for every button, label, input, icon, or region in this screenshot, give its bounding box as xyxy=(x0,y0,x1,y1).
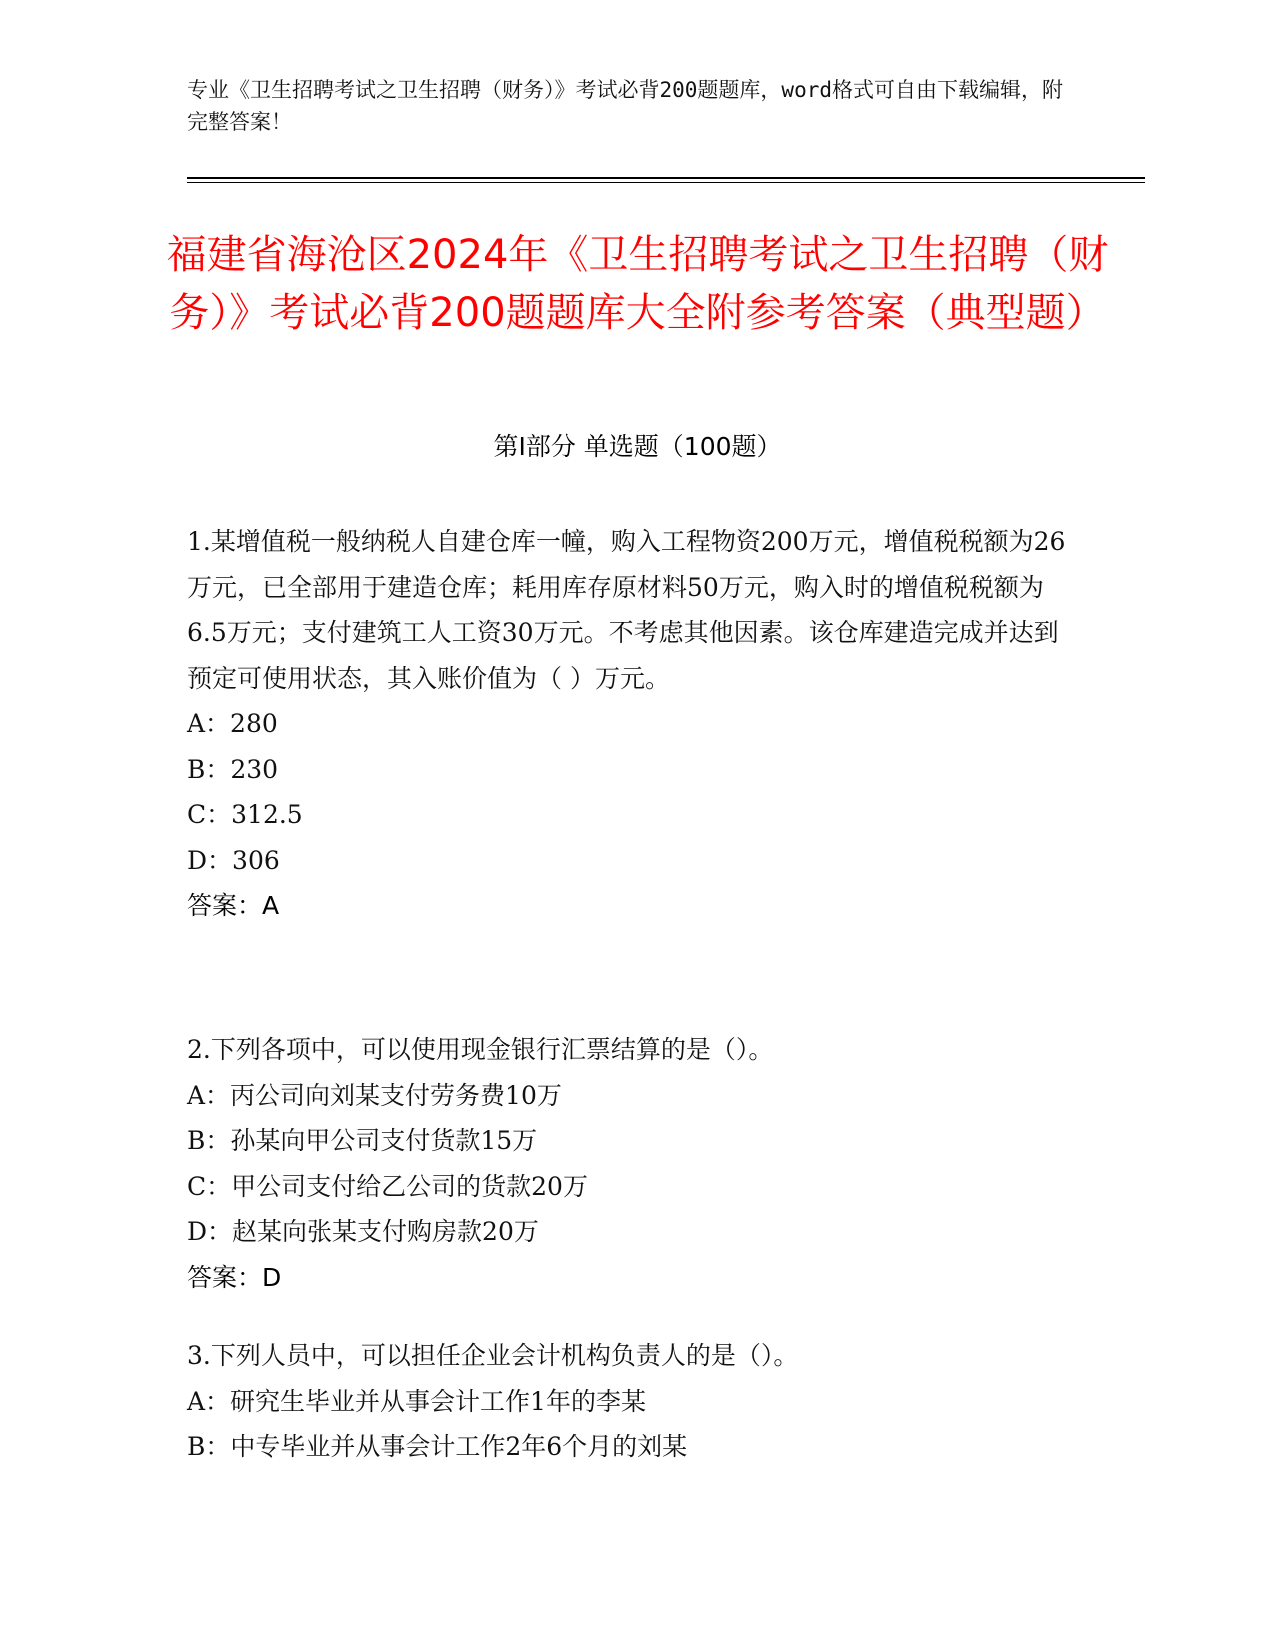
answer: 答案：A xyxy=(187,891,280,920)
option-b: B：230 xyxy=(187,754,279,784)
document-title: 福建省海沧区2024年《卫生招聘考试之卫生招聘（财务）》考试必背200题题库大全附参考答案（典型题） xyxy=(166,232,1109,336)
option-d: D：赵某向张某支付购房款20万 xyxy=(187,1217,539,1246)
question-stem: 1.某增值税一般纳税人自建仓库一幢，购入工程物资200万元，增值税税额为26万元，已全部用于建造仓库；耗用库存原材料50万元，购入时的增值税税额为6.5万元；支付建筑工人工资30万元。不考虑其他因素。该仓库建造完成并达到预定可使用状态，其入账价值为（ ）万元。 xyxy=(187,527,1066,693)
question-stem: 3.下列人员中，可以担任企业会计机构负责人的是（）。 xyxy=(187,1341,799,1370)
option-b: B：中专毕业并从事会计工作2年6个月的刘某 xyxy=(187,1432,688,1461)
question-stem: 2.下列各项中，可以使用现金银行汇票结算的是（）。 xyxy=(187,1035,774,1064)
header-rule-thick xyxy=(187,177,1145,179)
question-3 xyxy=(187,1333,1067,1470)
header-note: 专业《卫生招聘考试之卫生招聘（财务）》考试必背200题题库，word格式可自由下载编辑，附完整答案！ xyxy=(187,78,1063,134)
option-a: A：丙公司向刘某支付劳务费10万 xyxy=(187,1080,562,1110)
option-a: A：280 xyxy=(187,709,278,738)
question-1 xyxy=(187,519,1067,929)
question-2 xyxy=(187,1027,1067,1300)
option-c: C：甲公司支付给乙公司的货款20万 xyxy=(187,1171,588,1201)
header-rule-thin xyxy=(187,182,1145,183)
answer: 答案：D xyxy=(187,1262,282,1292)
option-c: C：312.5 xyxy=(187,800,303,829)
option-b: B：孙某向甲公司支付货款15万 xyxy=(187,1126,538,1155)
option-d: D：306 xyxy=(187,845,280,875)
option-a: A：研究生毕业并从事会计工作1年的李某 xyxy=(187,1386,646,1416)
section-title: 第Ⅰ部分 单选题（100题） xyxy=(493,432,782,461)
